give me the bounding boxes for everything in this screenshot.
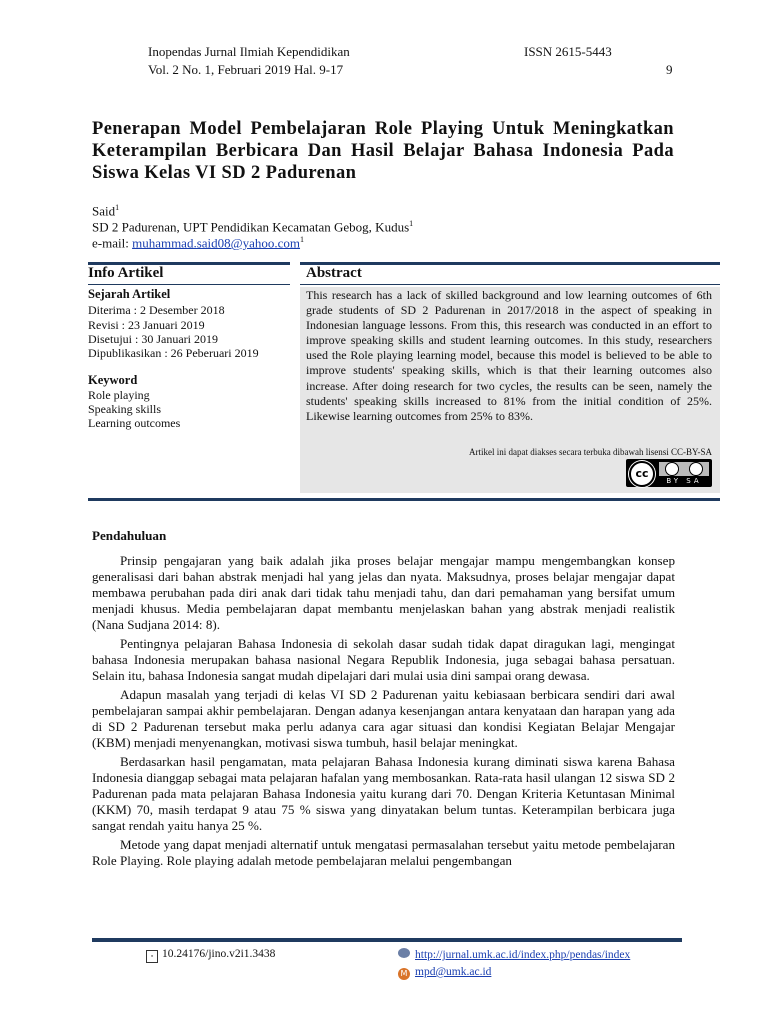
email-sup: 1 [300, 235, 305, 244]
author-email-link[interactable]: muhammad.said08@yahoo.com [132, 235, 301, 251]
abstract-mid-rule [300, 284, 720, 285]
body-text [92, 553, 675, 872]
author-name: Said [92, 203, 116, 219]
journal-email-link[interactable]: mpd@umk.ac.id [415, 966, 492, 978]
info-mid-rule [88, 284, 290, 285]
abstract-bottom-rule [88, 498, 720, 501]
journal-name: Inopendas Jurnal Ilmiah Kependidikan [148, 44, 350, 59]
cc-logo-icon: cc [629, 461, 655, 487]
mail-icon: M [398, 968, 410, 980]
footer-url [398, 948, 630, 961]
footer-rule [92, 938, 682, 942]
paper-title: Penerapan Model Pembelajaran Role Playing Untuk Meningkatkan Keterampilan Berbicara Dan Hasil Belajar Bahasa Indonesia Pada Siswa Kelas VI SD 2 Padurenan [92, 119, 674, 183]
body-paragraph: Adapun masalah yang terjadi di kelas VI SD 2 Padurenan yaitu kebiasaan berbicara sendiri dari awal pembelajaran sampai akhir pembelajaran. Dengan adanya kesenjangan antara kenyataan dan harapan yang ada di SD 2 Padurenan tersebut maka perlu adanya cara agar situasi dan kondisi Kegiatan Belajar Mengajar (KBM) menjadi menyenangkan, motivasi siswa tumbuh, hasil belajar meningkat. [92, 687, 675, 750]
doi-text[interactable]: 10.24176/jino.v2i1.3438 [162, 948, 276, 960]
journal-url-link[interactable]: http://jurnal.umk.ac.id/index.php/pendas/index [415, 949, 631, 961]
document-icon: ▫ [146, 950, 158, 963]
author-sup: 1 [115, 203, 120, 212]
email-line [92, 232, 304, 251]
keyword-item: Speaking skills [88, 402, 162, 416]
issn: ISSN 2615-5443 [524, 44, 612, 59]
person-icon [665, 462, 679, 476]
history-heading: Sejarah Artikel [88, 287, 171, 301]
abstract-top-rule [300, 262, 720, 265]
page-number: 9 [666, 62, 673, 77]
share-alike-icon [689, 462, 703, 476]
abstract-text: This research has a lack of skilled background and low learning outcomes of 6th grade students of SD 2 Padurenan in 2017/2018 in the aspect of speaking in Indonesian language lessons. From this, this research was conducted in an effort to improve speaking skills and student learning outcomes. In this study, researchers used the Role playing learning model, because this model is believed to be able to improve students' speaking skills, which is that their learning outcomes also increase. After doing research for two cycles, the results can be seen, namely the students' speaking skills increased to 81% from the initial condition of 25%. Likewise learning outcomes from 25% to 83%. [306, 288, 712, 423]
cc-by-sa-badge[interactable] [626, 459, 712, 487]
info-artikel-heading: Info Artikel [88, 265, 164, 281]
affiliation-sup: 1 [409, 219, 414, 228]
keyword-item: Role playing [88, 388, 150, 402]
cc-by-sa-text: BY SA [666, 477, 702, 485]
affiliation: SD 2 Padurenan, UPT Pendidikan Kecamatan Gebog, Kudus [92, 219, 410, 235]
body-paragraph: Pentingnya pelajaran Bahasa Indonesia di sekolah dasar sudah tidak dapat diragukan lagi, mengingat bahasa Indonesia merupakan bahasa nasional Negara Republik Indonesia, juga sebagai bahasa persatuan. Selain itu, bahasa Indonesia sangat mudah dipelajari dari mulai usia dini sampai orang dewasa. [92, 636, 675, 683]
history-published: Dipublikasikan : 26 Peberuari 2019 [88, 346, 259, 360]
section-heading: Pendahuluan [92, 528, 167, 543]
body-paragraph: Prinsip pengajaran yang baik adalah jika proses belajar mengajar mampu mengembangkan konsep generalisasi dari bahan abstrak menjadi hal yang jelas dan nyata. Maksudnya, proses belajar mengajar dapat membawa perubahan pada diri anak dari tidak tahu menjadi tahu, dan dari pemahaman yang bersifat umum menjadi khusus. Media pembelajaran dapat membantu menjelaskan bahan yang abstrak menjadi realistik (Nana Sudjana 2014: 8). [92, 553, 675, 632]
footer-doi [146, 948, 275, 963]
keyword-heading: Keyword [88, 373, 138, 387]
abstract-heading: Abstract [306, 265, 362, 281]
history-revised: Revisi : 23 Januari 2019 [88, 318, 205, 332]
footer-email [398, 966, 491, 980]
body-paragraph: Metode yang dapat menjadi alternatif untuk mengatasi permasalahan tersebut yaitu metode pembelajaran Role Playing. Role playing adalah metode pembelajaran melalui pengembangan [92, 837, 675, 868]
by-sa-icons [659, 462, 709, 476]
history-accepted: Disetujui : 30 Januari 2019 [88, 332, 218, 346]
license-note: Artikel ini dapat diakses secara terbuka dibawah lisensi CC-BY-SA [469, 447, 712, 457]
globe-icon [398, 948, 410, 958]
email-label: e-mail: [92, 235, 133, 251]
volume-info: Vol. 2 No. 1, Februari 2019 Hal. 9-17 [148, 62, 344, 77]
history-received: Diterima : 2 Desember 2018 [88, 303, 225, 317]
body-paragraph: Berdasarkan hasil pengamatan, mata pelajaran Bahasa Indonesia kurang diminati siswa karena Bahasa Indonesia dianggap sebagai mata pelajaran hafalan yang membosankan. Rata-rata hasil ulangan 12 siswa SD 2 Padurenan pada mata pelajaran Bahasa Indonesia yaitu kurang dari 70. Dengan Kriteria Ketuntasan Minimal (KKM) 70, masih terdapat 9 atau 75 % siswa yang dinyatakan belum tuntas. Keterampilan berbicara juga sangat rendah yaitu hanya 25 %. [92, 754, 675, 833]
keyword-item: Learning outcomes [88, 416, 181, 430]
